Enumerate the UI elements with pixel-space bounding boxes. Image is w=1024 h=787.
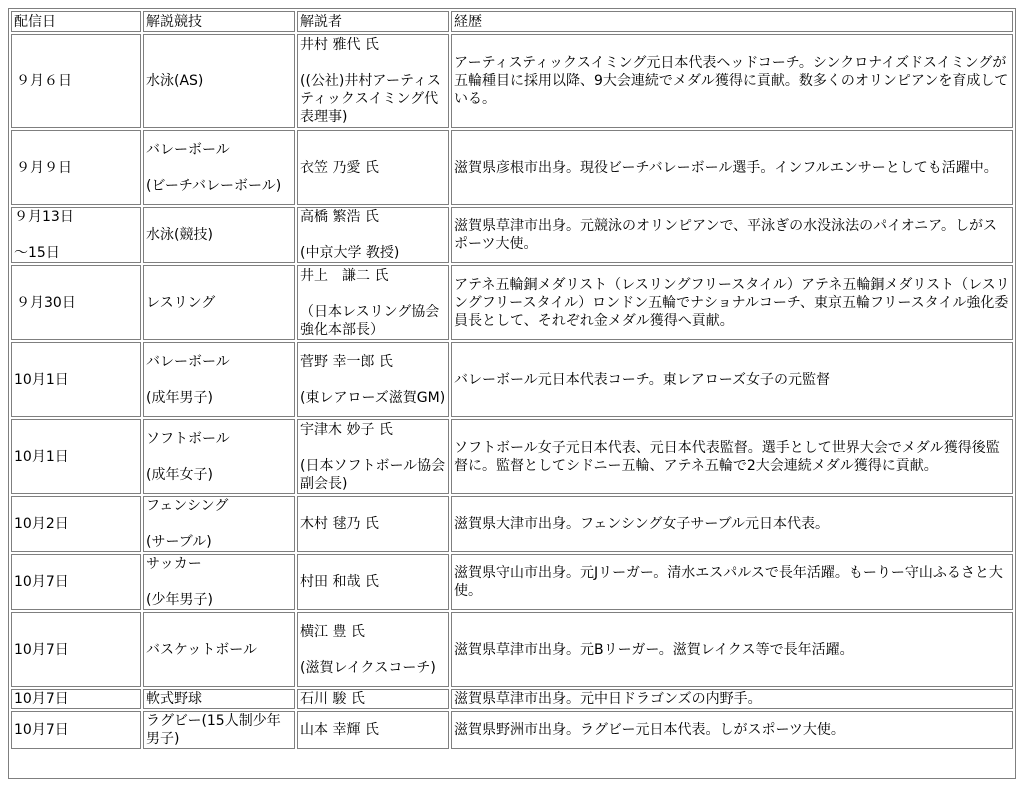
- cell-date: ９月６日: [11, 34, 141, 128]
- cell-date: 10月7日: [11, 554, 141, 610]
- cell-sport: 水泳(AS): [143, 34, 295, 128]
- table-row: [11, 689, 1013, 709]
- cell-commentator: 菅野 幸一郎 氏 (東レアローズ滋賀GM): [297, 342, 449, 417]
- cell-sport: バレーボール (成年男子): [143, 342, 295, 417]
- schedule-table: [9, 9, 1015, 751]
- cell-sport: レスリング: [143, 265, 295, 340]
- schedule-table-frame: [8, 8, 1016, 779]
- cell-date: 10月7日: [11, 711, 141, 749]
- table-row: [11, 265, 1013, 340]
- cell-career: ソフトボール女子元日本代表、元日本代表監督。選手として世界大会でメダル獲得後監督に。監督としてシドニー五輪、アテネ五輪で2大会連続メダル獲得に貢献。: [451, 419, 1013, 494]
- cell-sport: 水泳(競技): [143, 207, 295, 263]
- cell-sport: ラグビー(15人制少年男子): [143, 711, 295, 749]
- cell-commentator: 木村 毬乃 氏: [297, 496, 449, 552]
- cell-sport: バレーボール (ビーチバレーボール): [143, 130, 295, 205]
- cell-career: 滋賀県野洲市出身。ラグビー元日本代表。しがスポーツ大使。: [451, 711, 1013, 749]
- cell-commentator: 衣笠 乃愛 氏: [297, 130, 449, 205]
- cell-sport: 軟式野球: [143, 689, 295, 709]
- table-row: [11, 554, 1013, 610]
- cell-commentator: 井上 謙二 氏 （日本レスリング協会強化本部長）: [297, 265, 449, 340]
- cell-date: 10月2日: [11, 496, 141, 552]
- cell-sport: バスケットボール: [143, 612, 295, 687]
- header-row: [11, 11, 1013, 32]
- table-row: [11, 207, 1013, 263]
- cell-career: アテネ五輪銅メダリスト（レスリングフリースタイル）アテネ五輪銅メダリスト（レスリングフリースタイル）ロンドン五輪でナショナルコーチ、東京五輪フリースタイル強化委員長として、それぞれ金メダル獲得へ貢献。: [451, 265, 1013, 340]
- cell-commentator: 山本 幸輝 氏: [297, 711, 449, 749]
- header-career: 経歴: [451, 11, 1013, 32]
- header-date: 配信日: [11, 11, 141, 32]
- cell-date: 10月1日: [11, 342, 141, 417]
- cell-date: 10月7日: [11, 689, 141, 709]
- cell-sport: フェンシング (サーブル): [143, 496, 295, 552]
- table-row: [11, 342, 1013, 417]
- table-row: [11, 711, 1013, 749]
- cell-date: ９月30日: [11, 265, 141, 340]
- cell-sport: ソフトボール (成年女子): [143, 419, 295, 494]
- cell-career: バレーボール元日本代表コーチ。東レアローズ女子の元監督: [451, 342, 1013, 417]
- cell-career: 滋賀県草津市出身。元Bリーガー。滋賀レイクス等で長年活躍。: [451, 612, 1013, 687]
- cell-career: 滋賀県彦根市出身。現役ビーチバレーボール選手。インフルエンサーとしても活躍中。: [451, 130, 1013, 205]
- table-row: [11, 612, 1013, 687]
- cell-date: ９月13日 ～15日: [11, 207, 141, 263]
- cell-career: 滋賀県草津市出身。元中日ドラゴンズの内野手。: [451, 689, 1013, 709]
- cell-commentator: 石川 駿 氏: [297, 689, 449, 709]
- table-row: [11, 419, 1013, 494]
- cell-career: 滋賀県大津市出身。フェンシング女子サーブル元日本代表。: [451, 496, 1013, 552]
- cell-career: 滋賀県守山市出身。元Jリーガー。清水エスパルスで長年活躍。もーりー守山ふるさと大使。: [451, 554, 1013, 610]
- table-row: [11, 34, 1013, 128]
- cell-date: ９月９日: [11, 130, 141, 205]
- header-commentator: 解説者: [297, 11, 449, 32]
- cell-date: 10月7日: [11, 612, 141, 687]
- cell-date: 10月1日: [11, 419, 141, 494]
- table-row: [11, 496, 1013, 552]
- cell-commentator: 横江 豊 氏 (滋賀レイクスコーチ): [297, 612, 449, 687]
- cell-sport: サッカー (少年男子): [143, 554, 295, 610]
- header-sport: 解説競技: [143, 11, 295, 32]
- cell-commentator: 高橋 繁浩 氏 (中京大学 教授): [297, 207, 449, 263]
- table-row: [11, 130, 1013, 205]
- cell-commentator: 井村 雅代 氏 ((公社)井村アーティスティックスイミング代表理事): [297, 34, 449, 128]
- cell-commentator: 宇津木 妙子 氏 (日本ソフトボール協会副会長): [297, 419, 449, 494]
- cell-career: 滋賀県草津市出身。元競泳のオリンピアンで、平泳ぎの水没泳法のパイオニア。しがスポーツ大使。: [451, 207, 1013, 263]
- cell-career: アーティスティックスイミング元日本代表ヘッドコーチ。シンクロナイズドスイミングが五輪種目に採用以降、9大会連続でメダル獲得に貢献。数多くのオリンピアンを育成している。: [451, 34, 1013, 128]
- cell-commentator: 村田 和哉 氏: [297, 554, 449, 610]
